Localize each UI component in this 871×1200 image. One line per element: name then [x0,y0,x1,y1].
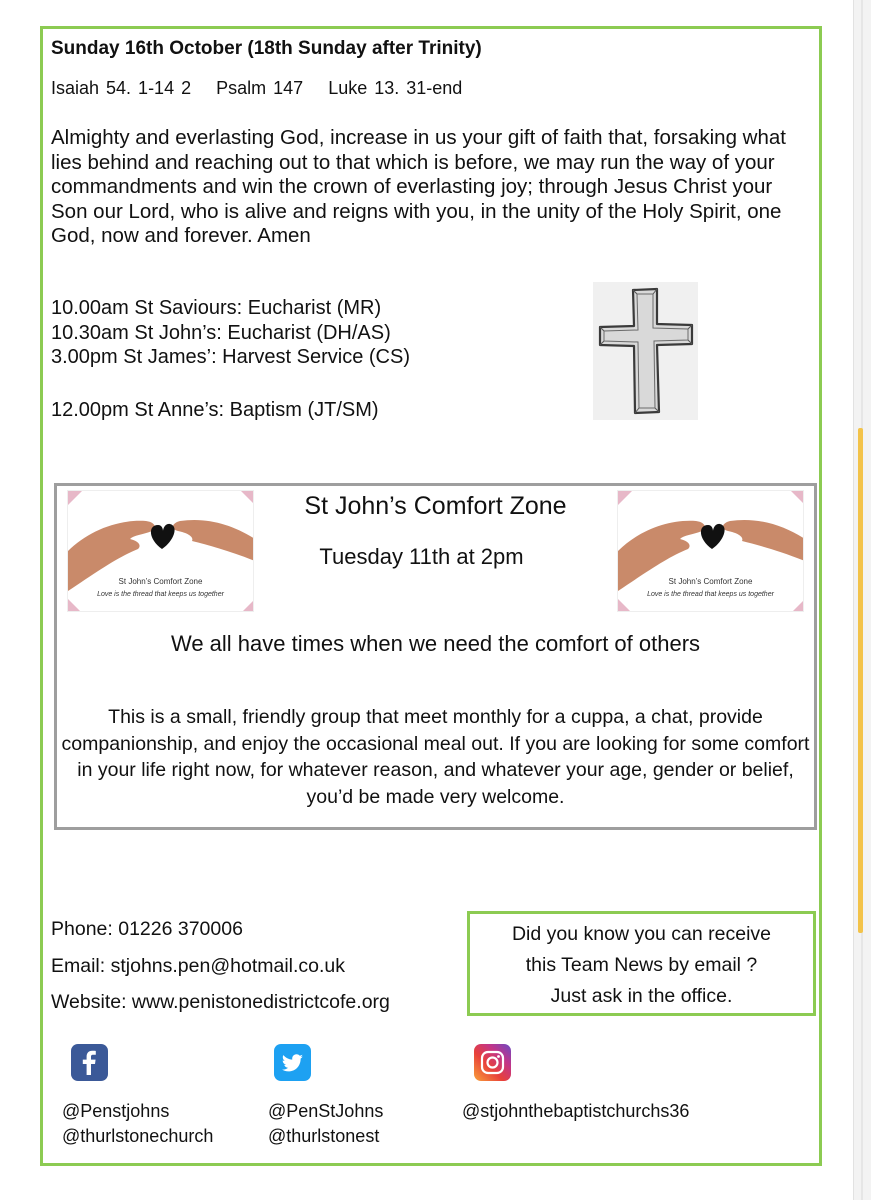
instagram-icon[interactable] [474,1044,511,1081]
facebook-glyph [71,1044,108,1081]
cross-image [593,282,698,420]
image-subcaption: Love is the thread that keeps us together [97,591,224,598]
reading-3: Luke 13. 31-end [328,78,463,98]
contact-website[interactable]: Website: www.penistonedistrictcofe.org [51,991,390,1013]
reading-1: Isaiah 54. 1-14 2 [51,78,192,98]
readings [51,78,480,99]
reading-2: Psalm 147 [216,78,304,98]
service-item: 3.00pm St James’: Harvest Service (CS) [51,346,410,368]
twitter-glyph [274,1044,311,1081]
collect-prayer: Almighty and everlasting God, increase in us your gift of faith that, forsaking what lies behind and reaching out to that which is before, we may run the way of your commandments and win the crown of everlasting joy; through Jesus Christ your Son our Lord, who is alive and reigns with you, in the unity of the Holy Spirit, one God, now and forever. Amen [51,126,786,247]
comfort-zone-date: Tuesday 11th at 2pm [319,544,524,569]
instagram-glyph [474,1044,511,1081]
facebook-handle[interactable]: @thurlstonechurch [62,1126,214,1146]
instagram-handle[interactable]: @stjohnthebaptistchurchs36 [462,1101,690,1121]
image-subcaption: Love is the thread that keeps us together [647,591,774,598]
scrollbar-thumb[interactable] [858,428,863,933]
comfort-zone-description: This is a small, friendly group that meet monthly for a cuppa, a chat, provide companionship, and enjoy the occasional meal out. If you are looking for some comfort in your life right now, for whatever reason, and whatever your age, gender or belief, you’d be made very welcome. [61,706,810,808]
twitter-handle[interactable]: @PenStJohns [268,1101,384,1121]
twitter-handle[interactable]: @thurlstonest [268,1126,380,1146]
contact-phone: Phone: 01226 370006 [51,918,243,940]
facebook-handle[interactable]: @Penstjohns [62,1101,170,1121]
image-caption: St John’s Comfort Zone [668,577,753,586]
notice-line: Just ask in the office. [550,985,733,1007]
scrollbar[interactable] [853,0,871,1200]
email-notice-box [467,911,816,1016]
service-item: 10.30am St John’s: Eucharist (DH/AS) [51,321,391,344]
service-list [51,296,410,370]
contact-email[interactable]: Email: stjohns.pen@hotmail.co.uk [51,955,346,977]
comfort-zone-title: St John’s Comfort Zone [304,492,567,520]
cross-icon [593,282,698,420]
baptism-item: 12.00pm St Anne’s: Baptism (JT/SM) [51,399,379,421]
service-item: 10.00am St Saviours: Eucharist (MR) [51,297,382,319]
image-caption: St John’s Comfort Zone [118,577,203,586]
twitter-icon[interactable] [274,1044,311,1081]
notice-line: this Team News by email ? [525,954,758,976]
facebook-icon[interactable] [71,1044,108,1081]
page-title: Sunday 16th October (18th Sunday after Trinity) [51,38,482,59]
notice-line: Did you know you can receive [511,923,772,945]
comfort-zone-tagline: We all have times when we need the comfort of others [170,631,701,656]
